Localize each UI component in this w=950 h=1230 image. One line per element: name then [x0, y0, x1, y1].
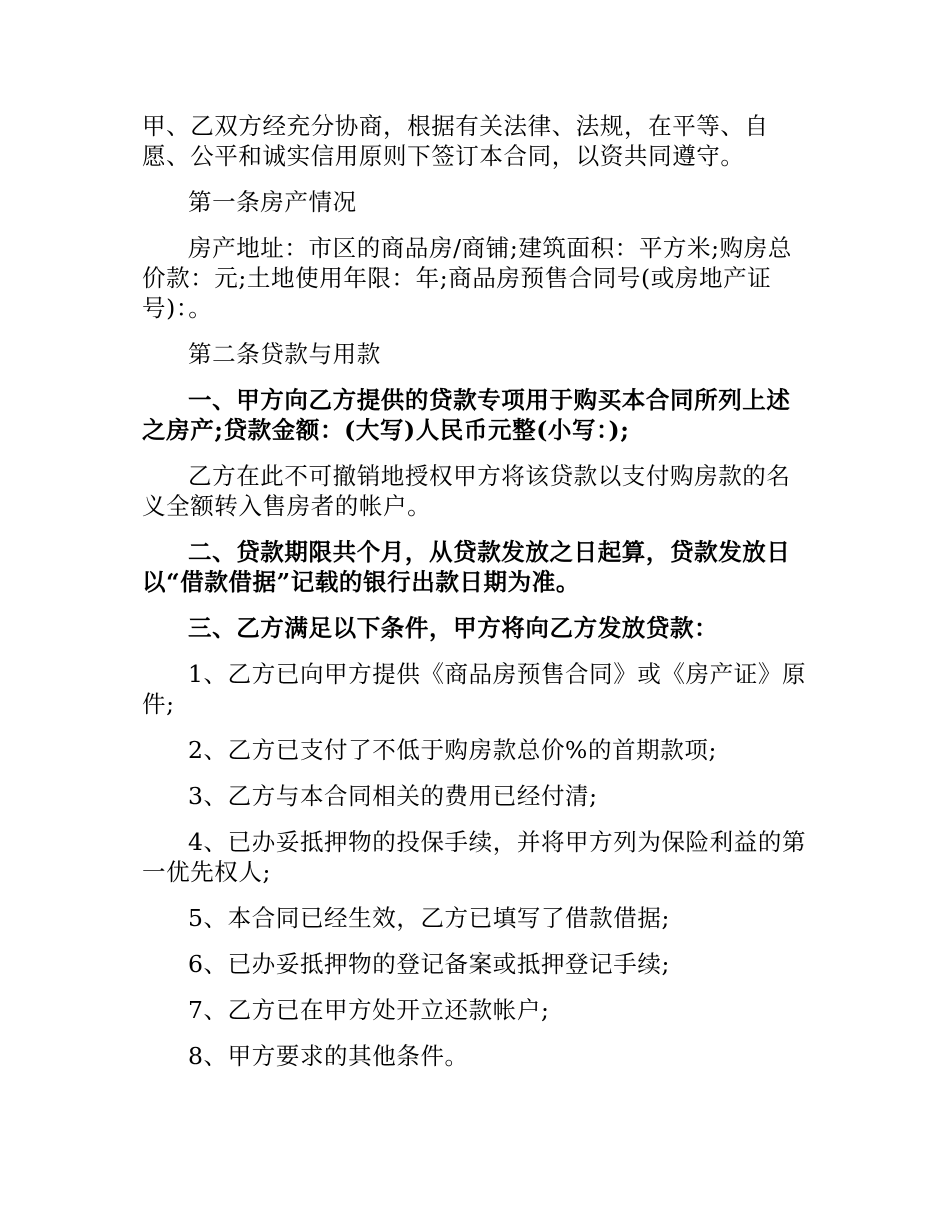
condition-item-6: 6、已办妥抵押物的登记备案或抵押登记手续; — [188, 950, 670, 978]
clause-3-loan-conditions: 三、乙方满足以下条件，甲方将向乙方发放贷款： — [188, 614, 719, 642]
paragraph-property-details: 房产地址：市区的商品房/商铺;建筑面积：平方米;购房总价款：元;土地使用年限：年;商品房预售合同号(或房地产证号)：。 — [142, 234, 792, 322]
clause-2-loan-term: 二、贷款期限共个月，从贷款发放之日起算，贷款发放日以“借款借据”记载的银行出款日期为准。 — [142, 538, 791, 596]
heading-article-1: 第一条房产情况 — [188, 188, 357, 216]
condition-item-8: 8、甲方要求的其他条件。 — [188, 1042, 469, 1070]
condition-item-7: 7、乙方已在甲方处开立还款帐户; — [188, 996, 550, 1024]
condition-item-4: 4、已办妥抵押物的投保手续，并将甲方列为保险利益的第一优先权人; — [142, 828, 807, 886]
paragraph-preamble: 甲、乙双方经充分协商，根据有关法律、法规，在平等、自愿、公平和诚实信用原则下签订本合同，以资共同遵守。 — [142, 112, 769, 170]
paragraph-transfer-authorization: 乙方在此不可撤销地授权甲方将该贷款以支付购房款的名义全额转入售房者的帐户。 — [142, 462, 791, 520]
heading-article-2: 第二条贷款与用款 — [188, 340, 381, 368]
condition-item-2: 2、乙方已支付了不低于购房款总价%的首期款项; — [188, 736, 717, 764]
condition-item-5: 5、本合同已经生效，乙方已填写了借款借据; — [188, 904, 670, 932]
condition-item-3: 3、乙方与本合同相关的费用已经付清; — [188, 782, 598, 810]
document-page — [142, 111, 814, 1071]
condition-item-1: 1、乙方已向甲方提供《商品房预售合同》或《房产证》原件; — [142, 660, 807, 718]
clause-1-loan-purpose: 一、甲方向乙方提供的贷款专项用于购买本合同所列上述之房产;贷款金额：(大写)人民币元整(小写：); — [142, 386, 791, 444]
